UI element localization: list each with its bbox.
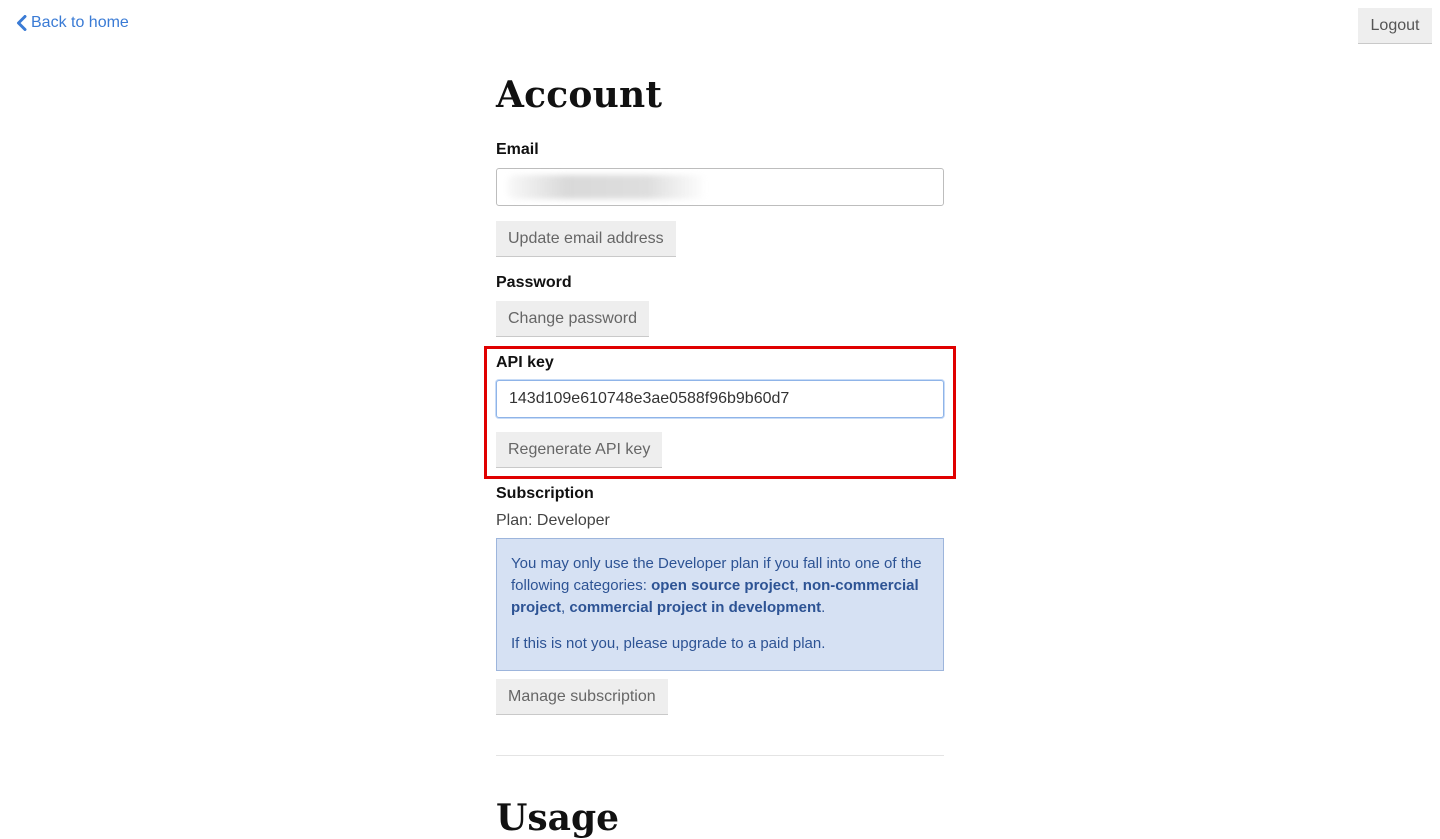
notice-category-non-commercial: non-commercial project [511, 577, 919, 616]
notice-intro: You may only use the Developer plan if you fall into one of the following categories: [511, 555, 922, 594]
back-to-home-label: Back to home [31, 14, 129, 31]
email-field[interactable] [496, 168, 944, 206]
notice-upgrade-text: If this is not you, please upgrade to a paid plan. [511, 635, 826, 652]
notice-categories-text [511, 553, 929, 619]
notice-category-commercial-dev: commercial project in development [569, 599, 822, 616]
api-key-field[interactable] [496, 380, 944, 418]
email-value-redacted [507, 175, 707, 199]
change-password-button[interactable]: Change password [496, 301, 649, 337]
page-title: Account [496, 74, 663, 116]
usage-title: Usage [496, 797, 620, 839]
email-label: Email [496, 141, 539, 158]
notice-separator: , [561, 599, 570, 616]
update-email-button[interactable]: Update email address [496, 221, 676, 257]
logout-button[interactable]: Logout [1358, 8, 1432, 44]
regenerate-api-key-button[interactable]: Regenerate API key [496, 432, 662, 468]
back-to-home-link[interactable] [16, 14, 129, 32]
section-divider [496, 755, 944, 756]
plan-text: Plan: Developer [496, 512, 610, 529]
password-label: Password [496, 274, 572, 291]
manage-subscription-button[interactable]: Manage subscription [496, 679, 668, 715]
developer-plan-notice [496, 538, 944, 671]
chevron-left-icon [16, 15, 27, 31]
notice-end: . [821, 599, 826, 616]
api-key-label: API key [496, 354, 554, 371]
notice-separator: , [794, 577, 803, 594]
notice-category-open-source: open source project [651, 577, 795, 594]
subscription-label: Subscription [496, 485, 594, 502]
